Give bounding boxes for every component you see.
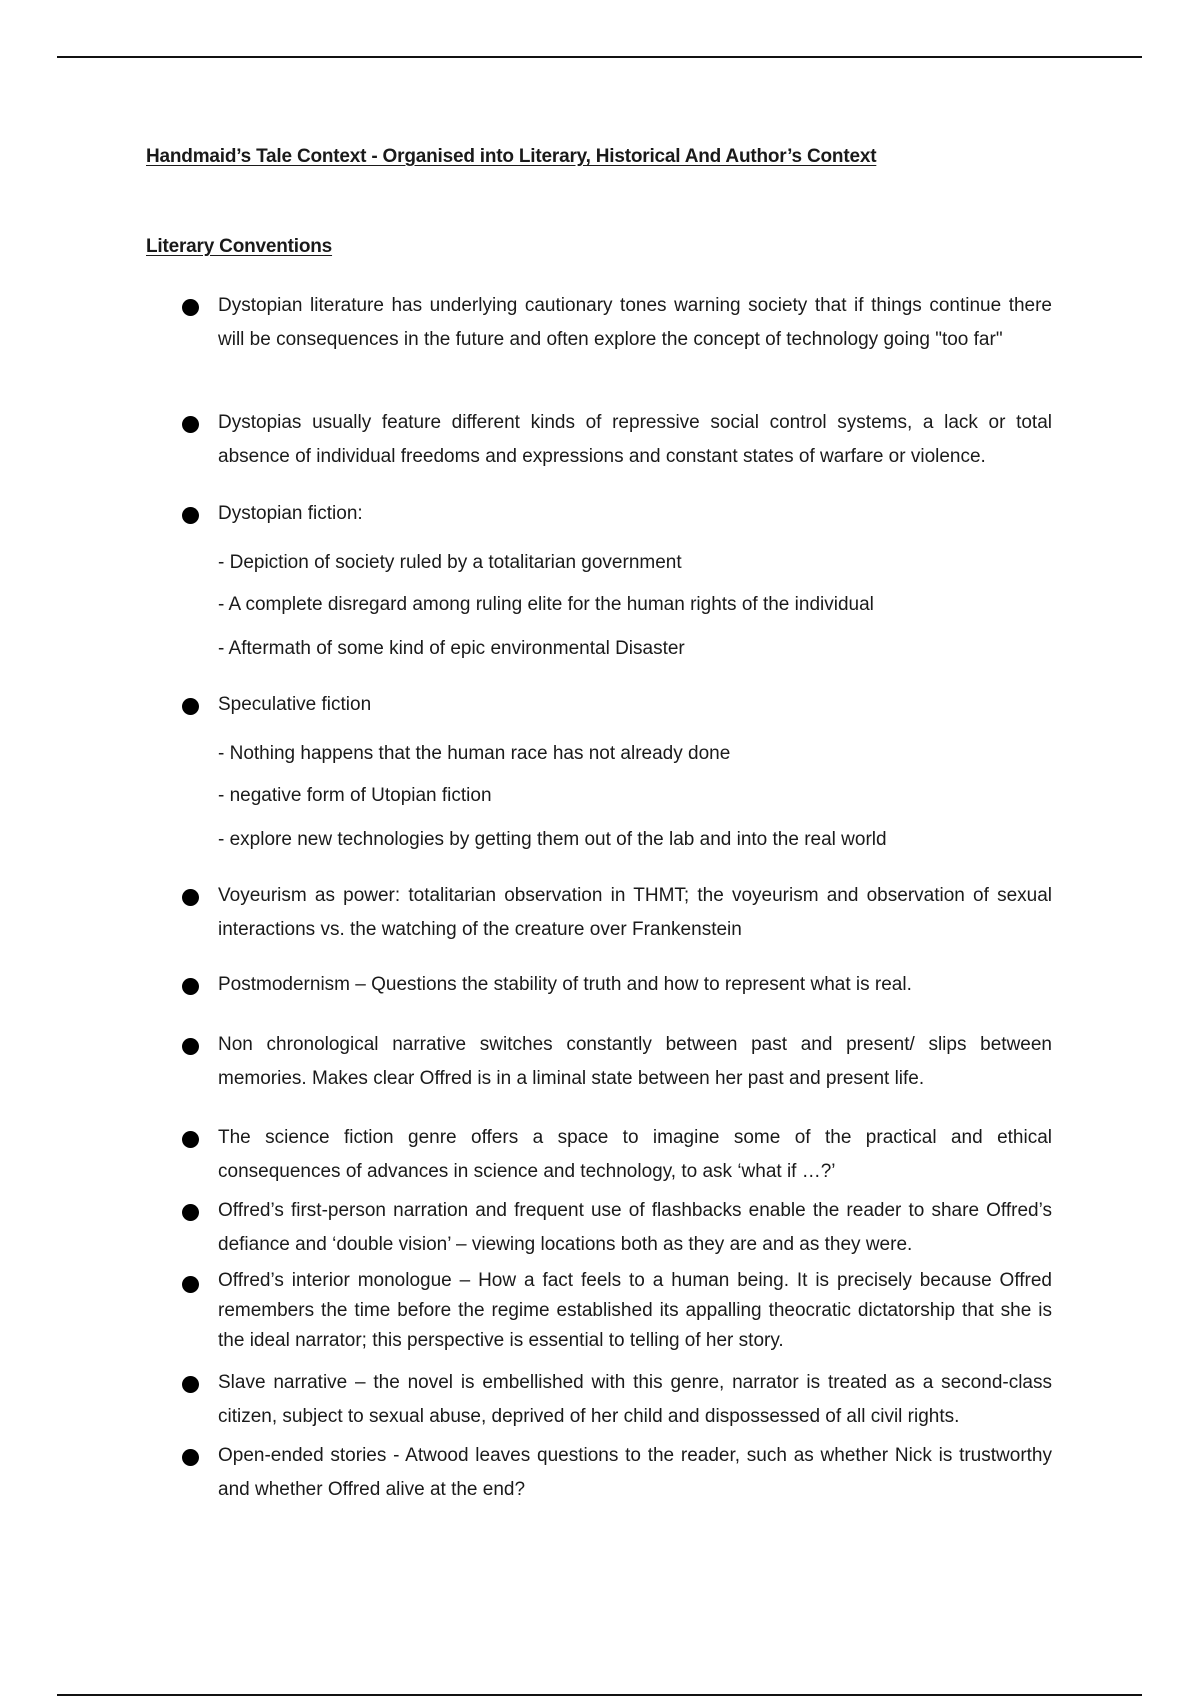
sub-list-item: - A complete disregard among ruling elite for the human rights of the individual xyxy=(218,594,874,615)
bullet-text: The science fiction genre offers a space to imagine some of the practical and ethical consequences of advances in science and technology, to ask ‘what if …?’ xyxy=(218,1127,1052,1182)
bullet-text: Open-ended stories - Atwood leaves questions to the reader, such as whether Nick is trustworthy and whether Offred alive at the end? xyxy=(218,1445,1052,1500)
sub-list-item: - Aftermath of some kind of epic environmental Disaster xyxy=(218,638,685,659)
bullet-item xyxy=(182,879,1052,947)
bullet-icon xyxy=(182,507,199,524)
bullet-icon xyxy=(182,1038,199,1055)
bullet-icon xyxy=(182,1204,199,1221)
top-rule xyxy=(57,56,1142,58)
bullet-item xyxy=(182,406,1052,474)
sub-list-item: - negative form of Utopian fiction xyxy=(218,785,492,806)
sub-list-item: - Depiction of society ruled by a totalitarian government xyxy=(218,552,682,573)
bullet-item xyxy=(182,968,1052,1002)
bullet-text: Dystopian literature has underlying cautionary tones warning society that if things continue there will be consequences in the future and often explore the concept of technology going "too far" xyxy=(218,295,1052,350)
bullet-text: Non chronological narrative switches constantly between past and present/ slips between memories. Makes clear Offred is in a liminal state between her past and present life. xyxy=(218,1034,1052,1089)
bullet-item xyxy=(182,289,1052,357)
bullet-icon xyxy=(182,416,199,433)
bullet-icon xyxy=(182,1276,199,1293)
sub-list-item: - Nothing happens that the human race has not already done xyxy=(218,743,731,764)
sub-list-item: - explore new technologies by getting them out of the lab and into the real world xyxy=(218,829,887,850)
bullet-item xyxy=(182,1366,1052,1434)
bullet-item xyxy=(182,497,1052,531)
bullet-text: Offred’s interior monologue – How a fact feels to a human being. It is precisely because Offred remembers the time before the regime established its appalling theocratic dictatorship that she is the ideal narrator; this perspective is essential to telling of her story. xyxy=(218,1270,1052,1351)
bullet-text: Offred’s first-person narration and frequent use of flashbacks enable the reader to share Offred’s defiance and ‘double vision’ – viewing locations both as they are and as they were. xyxy=(218,1200,1052,1255)
bullet-text: Postmodernism – Questions the stability of truth and how to represent what is real. xyxy=(218,974,912,995)
section-heading: Literary Conventions xyxy=(146,236,333,257)
bullet-text: Voyeurism as power: totalitarian observation in THMT; the voyeurism and observation of sexual interactions vs. the watching of the creature over Frankenstein xyxy=(218,885,1052,940)
bullet-icon xyxy=(182,978,199,995)
bullet-item xyxy=(182,1028,1052,1096)
bullet-text: Speculative fiction xyxy=(218,694,372,715)
bottom-rule xyxy=(57,1694,1142,1696)
bullet-item xyxy=(182,1121,1052,1189)
bullet-item xyxy=(182,688,1052,722)
bullet-icon xyxy=(182,1131,199,1148)
bullet-icon xyxy=(182,1376,199,1393)
bullet-icon xyxy=(182,299,199,316)
bullet-icon xyxy=(182,1449,199,1466)
bullet-item xyxy=(182,1439,1052,1507)
bullet-item xyxy=(182,1194,1052,1262)
bullet-text: Dystopian fiction: xyxy=(218,503,363,524)
document-title: Handmaid’s Tale Context - Organised into Literary, Historical And Author’s Context xyxy=(146,146,877,167)
bullet-item xyxy=(182,1266,1052,1356)
bullet-text: Slave narrative – the novel is embellished with this genre, narrator is treated as a second-class citizen, subject to sexual abuse, deprived of her child and dispossessed of all civil rights. xyxy=(218,1372,1052,1427)
bullet-icon xyxy=(182,698,199,715)
bullet-icon xyxy=(182,889,199,906)
bullet-text: Dystopias usually feature different kinds of repressive social control systems, a lack or total absence of individual freedoms and expressions and constant states of warfare or violence. xyxy=(218,412,1052,467)
